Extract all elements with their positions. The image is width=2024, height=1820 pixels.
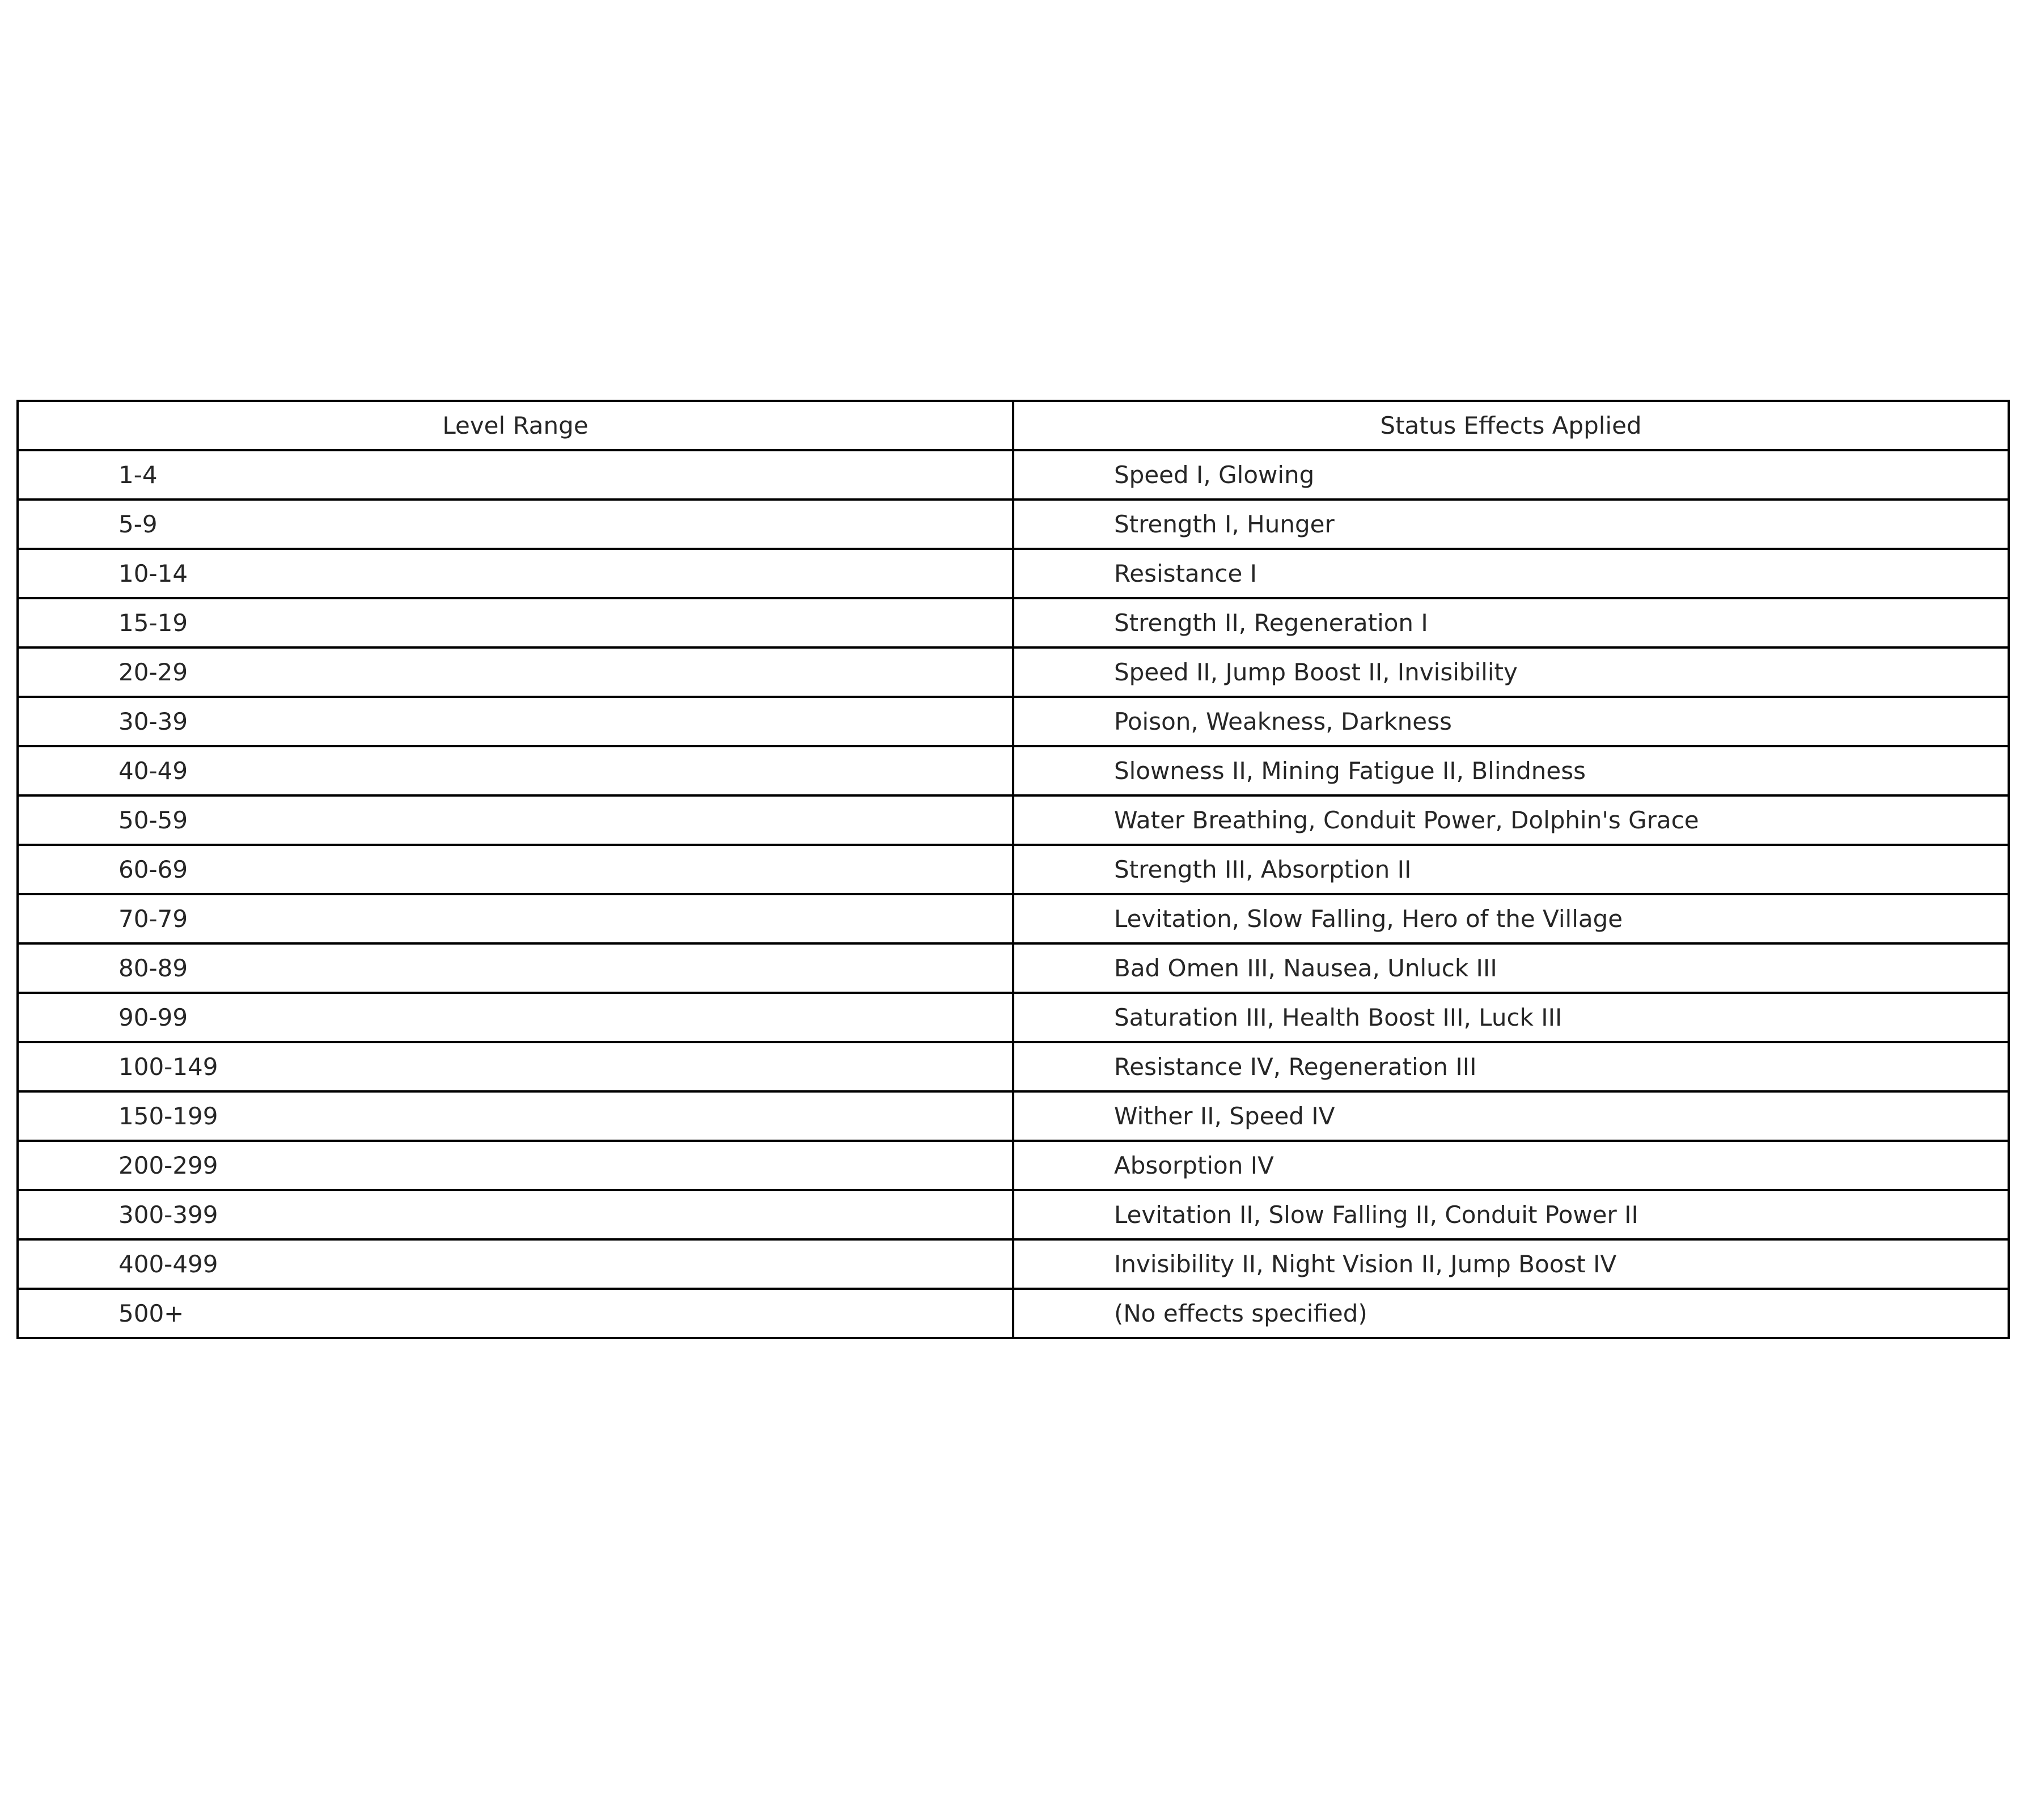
- table-row: [18, 1042, 2009, 1091]
- level-range-cell: 30-39: [18, 697, 1013, 746]
- status-effects-cell: Invisibility II, Night Vision II, Jump Boost IV: [1013, 1239, 2009, 1289]
- table-header-row: [18, 401, 2009, 450]
- level-range-cell: 200-299: [18, 1141, 1013, 1190]
- column-header-level-range: Level Range: [18, 401, 1013, 450]
- status-effects-cell: Levitation, Slow Falling, Hero of the Village: [1013, 894, 2009, 943]
- level-range-cell: 60-69: [18, 845, 1013, 894]
- table-row: [18, 993, 2009, 1042]
- table-row: [18, 1289, 2009, 1338]
- table-row: [18, 746, 2009, 795]
- level-range-cell: 1-4: [18, 450, 1013, 500]
- level-range-cell: 80-89: [18, 943, 1013, 993]
- column-header-status-effects: Status Effects Applied: [1013, 401, 2009, 450]
- status-effects-cell: Absorption IV: [1013, 1141, 2009, 1190]
- table-row: [18, 795, 2009, 845]
- status-effects-cell: (No effects specified): [1013, 1289, 2009, 1338]
- table-row: [18, 598, 2009, 647]
- level-range-cell: 150-199: [18, 1091, 1013, 1141]
- level-range-cell: 15-19: [18, 598, 1013, 647]
- status-effects-cell: Strength III, Absorption II: [1013, 845, 2009, 894]
- status-effects-cell: Speed I, Glowing: [1013, 450, 2009, 500]
- level-range-cell: 50-59: [18, 795, 1013, 845]
- table-row: [18, 450, 2009, 500]
- table-body: [18, 450, 2009, 1338]
- status-effects-cell: Wither II, Speed IV: [1013, 1091, 2009, 1141]
- table-row: [18, 647, 2009, 697]
- status-effects-cell: Bad Omen III, Nausea, Unluck III: [1013, 943, 2009, 993]
- table-row: [18, 943, 2009, 993]
- status-effects-cell: Strength I, Hunger: [1013, 500, 2009, 549]
- status-effects-cell: Poison, Weakness, Darkness: [1013, 697, 2009, 746]
- level-range-cell: 300-399: [18, 1190, 1013, 1239]
- table-row: [18, 1091, 2009, 1141]
- status-effects-cell: Saturation III, Health Boost III, Luck III: [1013, 993, 2009, 1042]
- level-range-cell: 5-9: [18, 500, 1013, 549]
- table-row: [18, 845, 2009, 894]
- table-row: [18, 894, 2009, 943]
- table-row: [18, 500, 2009, 549]
- level-range-cell: 10-14: [18, 549, 1013, 598]
- table-row: [18, 697, 2009, 746]
- status-effects-cell: Resistance IV, Regeneration III: [1013, 1042, 2009, 1091]
- status-effects-cell: Speed II, Jump Boost II, Invisibility: [1013, 647, 2009, 697]
- status-effects-cell: Resistance I: [1013, 549, 2009, 598]
- level-range-cell: 40-49: [18, 746, 1013, 795]
- table-row: [18, 1239, 2009, 1289]
- level-range-cell: 90-99: [18, 993, 1013, 1042]
- level-range-cell: 100-149: [18, 1042, 1013, 1091]
- level-range-cell: 400-499: [18, 1239, 1013, 1289]
- status-effects-cell: Strength II, Regeneration I: [1013, 598, 2009, 647]
- table-row: [18, 1190, 2009, 1239]
- status-effects-cell: Water Breathing, Conduit Power, Dolphin's Grace: [1013, 795, 2009, 845]
- level-range-cell: 500+: [18, 1289, 1013, 1338]
- table-row: [18, 1141, 2009, 1190]
- table-row: [18, 549, 2009, 598]
- status-effects-table: [16, 400, 2010, 1339]
- level-range-cell: 70-79: [18, 894, 1013, 943]
- status-effects-table-container: [16, 400, 2008, 1339]
- status-effects-cell: Levitation II, Slow Falling II, Conduit Power II: [1013, 1190, 2009, 1239]
- level-range-cell: 20-29: [18, 647, 1013, 697]
- status-effects-cell: Slowness II, Mining Fatigue II, Blindness: [1013, 746, 2009, 795]
